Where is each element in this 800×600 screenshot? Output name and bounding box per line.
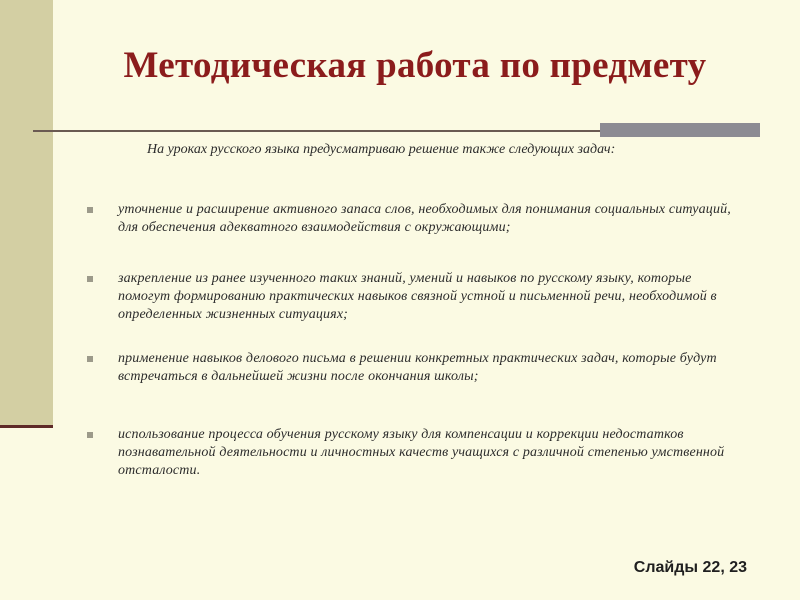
square-bullet-icon <box>87 356 93 362</box>
list-item-text: закрепление из ранее изученного таких знаний, умений и навыков по русскому языку, которые помогут формированию практических навыков связной устной и письменной речи, необходимой в определенных жизненных ситуациях; <box>118 271 717 322</box>
slide-reference-footer: Слайды 22, 23 <box>633 559 747 576</box>
title-divider-line <box>33 130 601 132</box>
square-bullet-icon <box>87 432 93 438</box>
intro-paragraph: На уроках русского языка предусматриваю решение также следующих задач: <box>147 142 616 157</box>
list-item <box>118 426 745 480</box>
list-item <box>118 350 745 386</box>
list-item <box>118 201 745 237</box>
square-bullet-icon <box>87 276 93 282</box>
left-bar-underline <box>0 425 53 428</box>
title-divider-bar <box>600 123 760 137</box>
square-bullet-icon <box>87 207 93 213</box>
list-item-text: использование процесса обучения русскому языку для компенсации и коррекции недостатков познавательной деятельности и личностных качеств учащихся с различной степенью умственной отсталости. <box>118 427 725 478</box>
list-item <box>118 270 745 324</box>
slide-title: Методическая работа по предмету <box>123 45 707 86</box>
list-item-text: уточнение и расширение активного запаса слов, необходимых для понимания социальных ситуаций, для обеспечения адекватного взаимодействия с окружающими; <box>118 202 731 235</box>
decorative-left-bar <box>0 0 53 426</box>
list-item-text: применение навыков делового письма в решении конкретных практических задач, которые будут встречаться в дальнейшей жизни после окончания школы; <box>118 351 717 384</box>
